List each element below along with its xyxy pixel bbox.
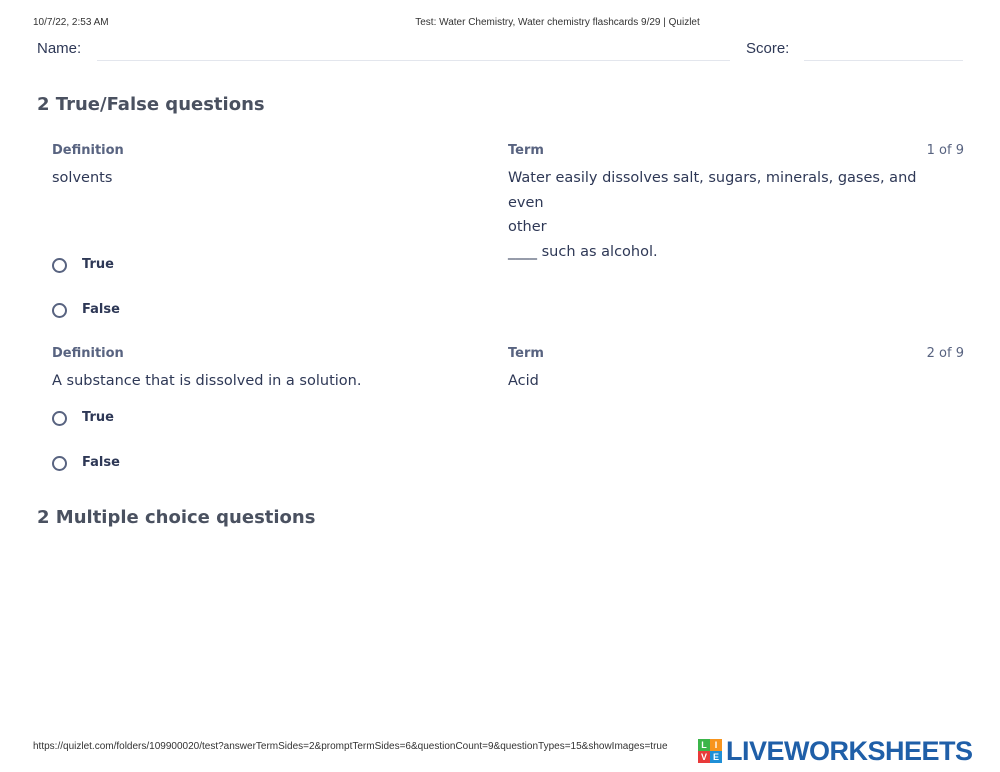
radio-button[interactable]	[52, 411, 67, 426]
definition-label: Definition	[52, 346, 124, 361]
definition-label: Definition	[52, 143, 124, 158]
term-label: Term	[508, 346, 544, 361]
option-label: True	[82, 410, 114, 425]
logo-letter: L	[698, 739, 710, 751]
score-label: Score:	[746, 40, 790, 57]
radio-button[interactable]	[52, 456, 67, 471]
score-field[interactable]	[804, 60, 963, 61]
term-line: ____ such as alcohol.	[508, 243, 658, 260]
name-field[interactable]	[97, 60, 730, 61]
logo-letter: V	[698, 751, 710, 763]
question-card-2	[52, 346, 964, 481]
definition-text: solvents	[52, 170, 113, 186]
question-card-1	[52, 143, 964, 328]
section-title-multiple-choice: 2 Multiple choice questions	[37, 507, 316, 528]
term-line: Water easily dissolves salt, sugars, minerals, gases, and even	[508, 170, 917, 211]
term-text	[508, 369, 928, 394]
radio-button[interactable]	[52, 303, 67, 318]
footer-url: https://quizlet.com/folders/109900020/test?answerTermSides=2&promptTermSides=6&questionCount=9&questionTypes=15&showImages=true	[33, 741, 668, 752]
question-count: 1 of 9	[926, 143, 964, 158]
term-line: Acid	[508, 373, 539, 389]
print-header	[0, 17, 1000, 31]
print-title: Test: Water Chemistry, Water chemistry flashcards 9/29 | Quizlet	[415, 17, 700, 28]
section-title-true-false: 2 True/False questions	[37, 94, 265, 115]
term-text	[508, 166, 928, 264]
print-datetime: 10/7/22, 2:53 AM	[33, 17, 109, 28]
name-label: Name:	[37, 40, 82, 57]
liveworksheets-logo-icon	[698, 739, 722, 763]
option-label: False	[82, 455, 120, 470]
name-score-row	[37, 40, 963, 62]
logo-letter: E	[710, 751, 722, 763]
definition-text: A substance that is dissolved in a solution.	[52, 373, 362, 389]
question-count: 2 of 9	[926, 346, 964, 361]
term-label: Term	[508, 143, 544, 158]
brand-name: LIVEWORKSHEETS	[726, 736, 973, 766]
logo-letter: I	[710, 739, 722, 751]
term-line: other	[508, 219, 547, 235]
option-label: False	[82, 302, 120, 317]
radio-button[interactable]	[52, 258, 67, 273]
option-label: True	[82, 257, 114, 272]
